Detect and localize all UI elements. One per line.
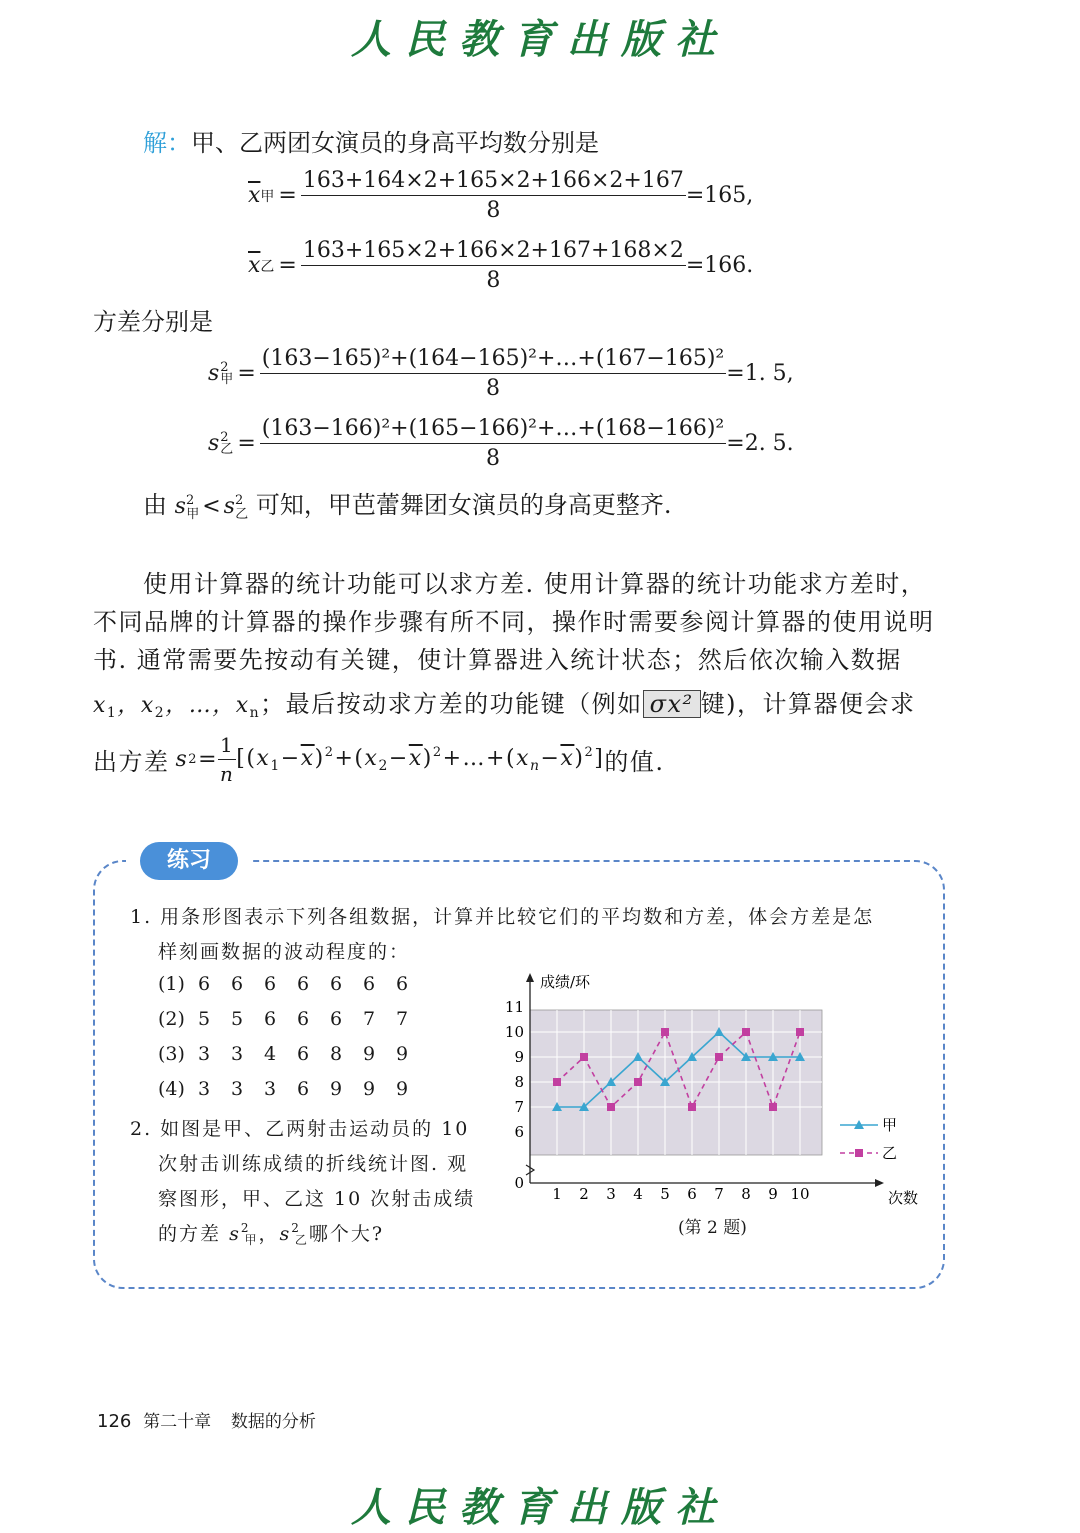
dataset-value: 8: [330, 1043, 343, 1065]
y-tick-label: 7: [514, 1098, 524, 1116]
variance-intro: 方差分别是: [93, 308, 213, 336]
question-2-line-3: 察图形，甲、乙这 10 次射击成绩: [158, 1188, 476, 1210]
equation-mean-yi: $\overline{x}$ 乙 = $\frac{163+165\times 2+166\times 2+167+168\times 2}{8}$ =166.: [248, 238, 754, 293]
mean-yi-sub: 乙: [260, 258, 275, 275]
solution-intro: [143, 128, 599, 158]
paragraph-line-3: 书. 通常需要先按动有关键，使计算器进入统计状态；然后依次输入数据: [93, 646, 902, 674]
dataset-value: 6: [297, 973, 310, 995]
dataset-value: 7: [363, 1008, 376, 1030]
data-point-yi: [580, 1053, 588, 1061]
dataset-value: 5: [231, 1008, 244, 1030]
y-tick-label: 11: [504, 998, 524, 1016]
dataset-value: 6: [297, 1043, 310, 1065]
practice-title-pill: 练习: [140, 842, 238, 880]
y-tick-label: 6: [514, 1123, 524, 1141]
y-axis-arrow: [526, 973, 534, 982]
dataset-value: 9: [330, 1078, 343, 1100]
dataset-value: 9: [363, 1043, 376, 1065]
var-yi-sub: 乙: [220, 441, 234, 457]
question-2-line-2: 次射击训练成绩的折线统计图. 观: [158, 1153, 469, 1175]
data-point-yi: [742, 1028, 750, 1036]
data-point-yi: [688, 1103, 696, 1111]
paragraph-line-2: 不同品牌的计算器的操作步骤有所不同，操作时需要参阅计算器的使用说明: [93, 608, 935, 636]
x-tick-label: 2: [579, 1185, 589, 1203]
paragraph-line-1: 使用计算器的统计功能可以求方差. 使用计算器的统计功能求方差时，: [143, 570, 927, 598]
var-yi-numerator: (163−166)²+(165−166)²+…+(168−166)²: [260, 416, 727, 444]
dataset-row: [158, 1078, 429, 1100]
legend-marker-yi: [855, 1149, 863, 1157]
legend-label: 甲: [882, 1116, 898, 1134]
mean-jia-sub: 甲: [260, 188, 275, 205]
var-jia-result: =1. 5,: [726, 361, 794, 386]
publisher-logo-header: 人民教育出版社: [351, 16, 729, 63]
paragraph-line-5: [93, 733, 664, 786]
dataset-label: (1): [158, 973, 185, 995]
x-tick-label: 10: [790, 1185, 810, 1203]
dataset-label: (4): [158, 1078, 185, 1100]
variance-formula: s 2 = $\frac{1}{n}$ $[(x_1-\overline{x})^2+(x_2-\overline{x})^2+\dots+(x_n-\overline{x})^2]$: [175, 733, 605, 786]
page-number: 126: [97, 1411, 132, 1432]
x-tick-label: 4: [633, 1185, 643, 1203]
equation-var-jia: s 2 甲 = $\frac{\text{(163−165)²+(164−165)²+…+(167−165)²}}{8}$ =1. 5,: [208, 346, 794, 401]
chapter-label: 第二十章: [143, 1412, 212, 1432]
var-yi-denominator: 8: [486, 446, 500, 471]
paragraph-line-4-text: ；最后按动求方差的功能键（例如: [260, 690, 643, 718]
dataset-value: 6: [264, 973, 277, 995]
conclusion-post: 可知，甲芭蕾舞团女演员的身高更整齐.: [255, 491, 672, 519]
dataset-row: [158, 973, 429, 995]
solution-label: 解：: [143, 129, 191, 157]
dataset-label: (2): [158, 1008, 185, 1030]
y-axis-label: 成绩/环: [540, 973, 591, 991]
x-tick-label: 9: [768, 1185, 778, 1203]
shooting-line-chart: [490, 965, 930, 1230]
page-footer: [97, 1407, 316, 1432]
question-2-line-4: 的方差 $s^2_甲$，$s^2_乙$哪个大?: [158, 1221, 385, 1247]
var-jia-denominator: 8: [486, 376, 500, 401]
equation-mean-jia: $\overline{x}$ 甲 = $\frac{163+164\times 2+165\times 2+166\times 2+167}{8}$ =165,: [248, 168, 754, 223]
paragraph-line-5-pre: 出方差: [93, 748, 170, 776]
dataset-value: 6: [231, 973, 244, 995]
var-jia-numerator: (163−165)²+(164−165)²+…+(167−165)²: [260, 346, 727, 374]
dataset-value: 4: [264, 1043, 277, 1065]
dataset-value: 3: [231, 1043, 244, 1065]
conclusion: [143, 486, 672, 530]
dataset-value: 6: [297, 1078, 310, 1100]
conclusion-pre: 由: [143, 491, 167, 519]
x-tick-label: 7: [714, 1185, 724, 1203]
data-point-yi: [634, 1078, 642, 1086]
data-point-yi: [607, 1103, 615, 1111]
dataset-value: 6: [198, 973, 211, 995]
dataset-value: 3: [264, 1078, 277, 1100]
mean-jia-numerator: 163+164×2+165×2+166×2+167: [301, 168, 686, 196]
var-jia-fraction: [260, 346, 727, 401]
mean-jia-fraction: [301, 168, 686, 223]
solution-intro-text: 甲、乙两团女演员的身高平均数分别是: [191, 129, 599, 157]
dataset-value: 6: [330, 1008, 343, 1030]
mean-yi-var: $\overline{x}$: [248, 253, 261, 278]
data-point-yi: [796, 1028, 804, 1036]
conclusion-inequality: $s^2_甲 < s^2_乙$: [174, 493, 249, 522]
dataset-label: (3): [158, 1043, 185, 1065]
dataset-row: [158, 1008, 429, 1030]
mean-jia-var: $\overline{x}$: [248, 183, 261, 208]
legend-label: 乙: [882, 1144, 898, 1162]
equation-var-yi: s 2 乙 = $\frac{\text{(163−166)²+(165−166)²+…+(168−166)²}}{8}$ =2. 5.: [208, 416, 794, 471]
mean-jia-denominator: 8: [486, 198, 501, 223]
paragraph-line-4: [93, 684, 916, 721]
mean-yi-numerator: 163+165×2+166×2+167+168×2: [301, 238, 686, 266]
x-tick-label: 5: [660, 1185, 670, 1203]
x-tick-label: 6: [687, 1185, 697, 1203]
dataset-value: 5: [198, 1008, 211, 1030]
x-tick-label: 1: [552, 1185, 562, 1203]
q2-line-4-post: 哪个大?: [308, 1223, 385, 1245]
question-2-line-1: 2. 如图是甲、乙两射击运动员的 10: [130, 1118, 470, 1140]
y-tick-label: 8: [514, 1073, 524, 1091]
dataset-value: 7: [396, 1008, 409, 1030]
dataset-value: 6: [363, 973, 376, 995]
y-tick-label: 0: [514, 1174, 524, 1192]
dataset-row: [158, 1043, 429, 1065]
data-point-yi: [769, 1103, 777, 1111]
dataset-value: 6: [396, 973, 409, 995]
mean-yi-denominator: 8: [486, 268, 501, 293]
y-tick-label: 10: [504, 1023, 524, 1041]
var-jia-sub: 甲: [220, 371, 234, 387]
q2-line-4-pre: 的方差: [158, 1223, 222, 1245]
dataset-value: 6: [297, 1008, 310, 1030]
dataset-value: 3: [198, 1078, 211, 1100]
x-tick-label: 3: [606, 1185, 616, 1203]
mean-yi-result: =166.: [685, 253, 754, 278]
dataset-value: 6: [330, 973, 343, 995]
x-tick-label: 8: [741, 1185, 751, 1203]
var-yi-fraction: [260, 416, 727, 471]
question-1-line-1: 1. 用条形图表示下列各组数据，计算并比较它们的平均数和方差，体会方差是怎: [130, 906, 875, 928]
mean-yi-fraction: [301, 238, 686, 293]
var-yi-result: =2. 5.: [726, 431, 794, 456]
question-1-line-2: 样刻画数据的波动程度的：: [158, 941, 411, 963]
data-sequence: $x_1$，$x_2$，…，$x_n$: [93, 693, 261, 721]
x-axis-label: 次数: [888, 1189, 919, 1207]
publisher-logo-footer: 人民教育出版社: [351, 1484, 729, 1531]
sigma-key-box: σx²: [643, 690, 701, 718]
data-point-yi: [715, 1053, 723, 1061]
dataset-value: 6: [264, 1008, 277, 1030]
y-tick-label: 9: [514, 1048, 524, 1066]
dataset-value: 9: [396, 1043, 409, 1065]
section-label: 数据的分析: [230, 1412, 316, 1432]
paragraph-line-4-end: 键)，计算器便会求: [700, 690, 916, 718]
data-point-yi: [553, 1078, 561, 1086]
mean-jia-result: =165,: [685, 183, 754, 208]
dataset-value: 9: [363, 1078, 376, 1100]
data-point-yi: [661, 1028, 669, 1036]
dataset-value: 3: [198, 1043, 211, 1065]
dataset-value: 3: [231, 1078, 244, 1100]
chart-caption: (第 2 题): [678, 1218, 747, 1238]
x-axis-arrow: [875, 1179, 884, 1187]
paragraph-line-5-post: 的值.: [604, 748, 665, 776]
dataset-value: 9: [396, 1078, 409, 1100]
